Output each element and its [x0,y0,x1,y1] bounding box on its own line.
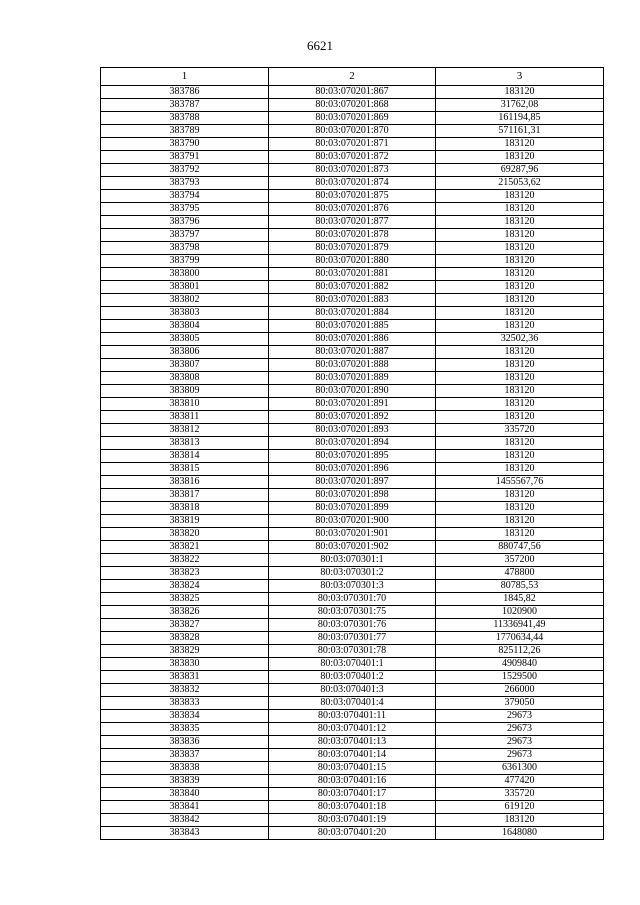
cadastral-number-cell: 80:03:070201:902 [269,541,436,554]
record-number-cell: 383822 [101,554,269,567]
record-number-cell: 383793 [101,177,269,190]
table-row [101,541,604,554]
value-cell: 1455567,76 [436,476,604,489]
value-cell: 183120 [436,437,604,450]
cadastral-number-cell: 80:03:070301:78 [269,645,436,658]
value-cell: 379050 [436,697,604,710]
cadastral-number-cell: 80:03:070201:875 [269,190,436,203]
cadastral-number-cell: 80:03:070201:868 [269,99,436,112]
page-number: 6621 [307,38,333,53]
value-cell: 478800 [436,567,604,580]
table-row [101,255,604,268]
table-row [101,814,604,827]
table-row [101,606,604,619]
value-cell: 183120 [436,138,604,151]
value-cell: 183120 [436,515,604,528]
record-number-cell: 383799 [101,255,269,268]
cadastral-number-cell: 80:03:070401:17 [269,788,436,801]
value-cell: 183120 [436,151,604,164]
cadastral-number-cell: 80:03:070201:892 [269,411,436,424]
record-number-cell: 383826 [101,606,269,619]
cadastral-number-cell: 80:03:070201:891 [269,398,436,411]
record-number-cell: 383840 [101,788,269,801]
cadastral-number-cell: 80:03:070201:888 [269,359,436,372]
cadastral-number-cell: 80:03:070201:871 [269,138,436,151]
value-cell: 183120 [436,242,604,255]
record-number-cell: 383814 [101,450,269,463]
value-cell: 183120 [436,216,604,229]
cadastral-number-cell: 80:03:070301:2 [269,567,436,580]
table-row [101,671,604,684]
table-row [101,385,604,398]
table-row [101,216,604,229]
column-header-3: 3 [436,68,604,86]
cadastral-number-cell: 80:03:070201:872 [269,151,436,164]
value-cell: 183120 [436,190,604,203]
cadastral-number-cell: 80:03:070201:900 [269,515,436,528]
record-number-cell: 383815 [101,463,269,476]
cadastral-number-cell: 80:03:070201:879 [269,242,436,255]
table-row [101,333,604,346]
table-row [101,632,604,645]
cadastral-number-cell: 80:03:070201:873 [269,164,436,177]
table-row [101,749,604,762]
value-cell: 825112,26 [436,645,604,658]
value-cell: 80785,53 [436,580,604,593]
cadastral-number-cell: 80:03:070301:75 [269,606,436,619]
table-row [101,242,604,255]
record-number-cell: 383831 [101,671,269,684]
value-cell: 6361300 [436,762,604,775]
value-cell: 69287,96 [436,164,604,177]
table-row [101,411,604,424]
record-number-cell: 383808 [101,372,269,385]
table-row [101,320,604,333]
record-number-cell: 383837 [101,749,269,762]
record-number-cell: 383800 [101,268,269,281]
cadastral-number-cell: 80:03:070201:885 [269,320,436,333]
table-row [101,112,604,125]
value-cell: 335720 [436,788,604,801]
value-cell: 29673 [436,749,604,762]
table-row [101,736,604,749]
cadastral-number-cell: 80:03:070201:869 [269,112,436,125]
table-row [101,801,604,814]
cadastral-number-cell: 80:03:070301:70 [269,593,436,606]
record-number-cell: 383838 [101,762,269,775]
table-row [101,489,604,502]
value-cell: 183120 [436,528,604,541]
record-number-cell: 383794 [101,190,269,203]
record-number-cell: 383827 [101,619,269,632]
table-row [101,203,604,216]
value-cell: 29673 [436,723,604,736]
cadastral-number-cell: 80:03:070301:77 [269,632,436,645]
table-row [101,580,604,593]
cadastral-number-cell: 80:03:070201:883 [269,294,436,307]
cadastral-number-cell: 80:03:070401:1 [269,658,436,671]
cadastral-number-cell: 80:03:070201:884 [269,307,436,320]
value-cell: 183120 [436,229,604,242]
value-cell: 1529500 [436,671,604,684]
cadastral-number-cell: 80:03:070401:11 [269,710,436,723]
record-number-cell: 383817 [101,489,269,502]
record-number-cell: 383790 [101,138,269,151]
cadastral-number-cell: 80:03:070201:870 [269,125,436,138]
record-number-cell: 383820 [101,528,269,541]
value-cell: 32502,36 [436,333,604,346]
record-number-cell: 383795 [101,203,269,216]
record-number-cell: 383829 [101,645,269,658]
table-row [101,476,604,489]
record-number-cell: 383789 [101,125,269,138]
table-row [101,463,604,476]
record-number-cell: 383811 [101,411,269,424]
table-row [101,359,604,372]
cadastral-number-cell: 80:03:070401:12 [269,723,436,736]
table-row [101,86,604,99]
table-row [101,294,604,307]
record-number-cell: 383839 [101,775,269,788]
record-number-cell: 383832 [101,684,269,697]
table-row [101,775,604,788]
value-cell: 215053,62 [436,177,604,190]
table-row [101,281,604,294]
table-row [101,827,604,840]
record-number-cell: 383836 [101,736,269,749]
cadastral-number-cell: 80:03:070401:13 [269,736,436,749]
cadastral-number-cell: 80:03:070401:3 [269,684,436,697]
value-cell: 11336941,49 [436,619,604,632]
value-cell: 266000 [436,684,604,697]
record-number-cell: 383819 [101,515,269,528]
value-cell: 619120 [436,801,604,814]
record-number-cell: 383804 [101,320,269,333]
cadastral-number-cell: 80:03:070201:887 [269,346,436,359]
cadastral-number-cell: 80:03:070401:20 [269,827,436,840]
value-cell: 161194,85 [436,112,604,125]
record-number-cell: 383823 [101,567,269,580]
record-number-cell: 383825 [101,593,269,606]
value-cell: 183120 [436,489,604,502]
value-cell: 29673 [436,710,604,723]
value-cell: 183120 [436,450,604,463]
table-row [101,229,604,242]
column-header-1: 1 [101,68,269,86]
table-row [101,307,604,320]
table-row [101,151,604,164]
record-number-cell: 383788 [101,112,269,125]
table-row [101,658,604,671]
table-header-row [101,68,604,86]
record-number-cell: 383812 [101,424,269,437]
cadastral-number-cell: 80:03:070201:889 [269,372,436,385]
table-row [101,515,604,528]
record-number-cell: 383806 [101,346,269,359]
record-number-cell: 383791 [101,151,269,164]
cadastral-number-cell: 80:03:070201:882 [269,281,436,294]
record-number-cell: 383796 [101,216,269,229]
cadastral-number-cell: 80:03:070201:886 [269,333,436,346]
record-number-cell: 383802 [101,294,269,307]
cadastral-number-cell: 80:03:070201:880 [269,255,436,268]
value-cell: 357200 [436,554,604,567]
cadastral-number-cell: 80:03:070401:14 [269,749,436,762]
record-number-cell: 383835 [101,723,269,736]
value-cell: 183120 [436,359,604,372]
table-row [101,398,604,411]
record-number-cell: 383818 [101,502,269,515]
value-cell: 183120 [436,502,604,515]
record-number-cell: 383803 [101,307,269,320]
value-cell: 183120 [436,294,604,307]
record-number-cell: 383786 [101,86,269,99]
table-row [101,99,604,112]
record-number-cell: 383809 [101,385,269,398]
value-cell: 183120 [436,372,604,385]
table-row [101,190,604,203]
value-cell: 183120 [436,463,604,476]
record-number-cell: 383841 [101,801,269,814]
cadastral-number-cell: 80:03:070201:898 [269,489,436,502]
cadastral-number-cell: 80:03:070201:881 [269,268,436,281]
value-cell: 31762,08 [436,99,604,112]
value-cell: 183120 [436,86,604,99]
record-number-cell: 383798 [101,242,269,255]
value-cell: 183120 [436,255,604,268]
value-cell: 183120 [436,346,604,359]
value-cell: 183120 [436,814,604,827]
value-cell: 571161,31 [436,125,604,138]
value-cell: 183120 [436,281,604,294]
table-body [101,86,604,840]
record-number-cell: 383816 [101,476,269,489]
table-row [101,684,604,697]
record-number-cell: 383813 [101,437,269,450]
cadastral-number-cell: 80:03:070201:893 [269,424,436,437]
table-row [101,125,604,138]
record-number-cell: 383824 [101,580,269,593]
table-row [101,437,604,450]
record-number-cell: 383821 [101,541,269,554]
cadastral-number-cell: 80:03:070401:18 [269,801,436,814]
cadastral-number-cell: 80:03:070201:897 [269,476,436,489]
table-row [101,710,604,723]
value-cell: 29673 [436,736,604,749]
cadastral-number-cell: 80:03:070201:896 [269,463,436,476]
cadastral-number-cell: 80:03:070201:890 [269,385,436,398]
record-number-cell: 383801 [101,281,269,294]
table-row [101,138,604,151]
record-number-cell: 383807 [101,359,269,372]
value-cell: 183120 [436,203,604,216]
value-cell: 183120 [436,411,604,424]
cadastral-number-cell: 80:03:070201:876 [269,203,436,216]
value-cell: 880747,56 [436,541,604,554]
table-row [101,723,604,736]
value-cell: 183120 [436,320,604,333]
table-row [101,788,604,801]
value-cell: 335720 [436,424,604,437]
value-cell: 183120 [436,398,604,411]
table-row [101,346,604,359]
table-row [101,372,604,385]
value-cell: 183120 [436,385,604,398]
cadastral-number-cell: 80:03:070201:867 [269,86,436,99]
cadastral-number-cell: 80:03:070201:895 [269,450,436,463]
table-row [101,450,604,463]
data-table [100,67,604,840]
column-header-2: 2 [269,68,436,86]
record-number-cell: 383843 [101,827,269,840]
value-cell: 1770634,44 [436,632,604,645]
record-number-cell: 383834 [101,710,269,723]
table-row [101,164,604,177]
cadastral-number-cell: 80:03:070401:2 [269,671,436,684]
table-row [101,619,604,632]
cadastral-number-cell: 80:03:070201:901 [269,528,436,541]
cadastral-number-cell: 80:03:070401:15 [269,762,436,775]
table-row [101,424,604,437]
value-cell: 1020900 [436,606,604,619]
value-cell: 1845,82 [436,593,604,606]
record-number-cell: 383830 [101,658,269,671]
table-row [101,268,604,281]
cadastral-number-cell: 80:03:070301:76 [269,619,436,632]
table-row [101,762,604,775]
record-number-cell: 383787 [101,99,269,112]
table-row [101,645,604,658]
record-number-cell: 383797 [101,229,269,242]
cadastral-number-cell: 80:03:070201:874 [269,177,436,190]
table-row [101,502,604,515]
record-number-cell: 383810 [101,398,269,411]
record-number-cell: 383792 [101,164,269,177]
value-cell: 1648080 [436,827,604,840]
record-number-cell: 383828 [101,632,269,645]
value-cell: 477420 [436,775,604,788]
cadastral-number-cell: 80:03:070401:16 [269,775,436,788]
cadastral-number-cell: 80:03:070301:1 [269,554,436,567]
table-row [101,177,604,190]
cadastral-number-cell: 80:03:070401:19 [269,814,436,827]
table-row [101,554,604,567]
record-number-cell: 383805 [101,333,269,346]
cadastral-number-cell: 80:03:070201:877 [269,216,436,229]
cadastral-number-cell: 80:03:070201:878 [269,229,436,242]
value-cell: 183120 [436,268,604,281]
value-cell: 183120 [436,307,604,320]
cadastral-number-cell: 80:03:070401:4 [269,697,436,710]
value-cell: 4909840 [436,658,604,671]
cadastral-number-cell: 80:03:070301:3 [269,580,436,593]
table-row [101,593,604,606]
table-row [101,567,604,580]
cadastral-number-cell: 80:03:070201:899 [269,502,436,515]
table-row [101,697,604,710]
cadastral-number-cell: 80:03:070201:894 [269,437,436,450]
table-row [101,528,604,541]
record-number-cell: 383842 [101,814,269,827]
record-number-cell: 383833 [101,697,269,710]
